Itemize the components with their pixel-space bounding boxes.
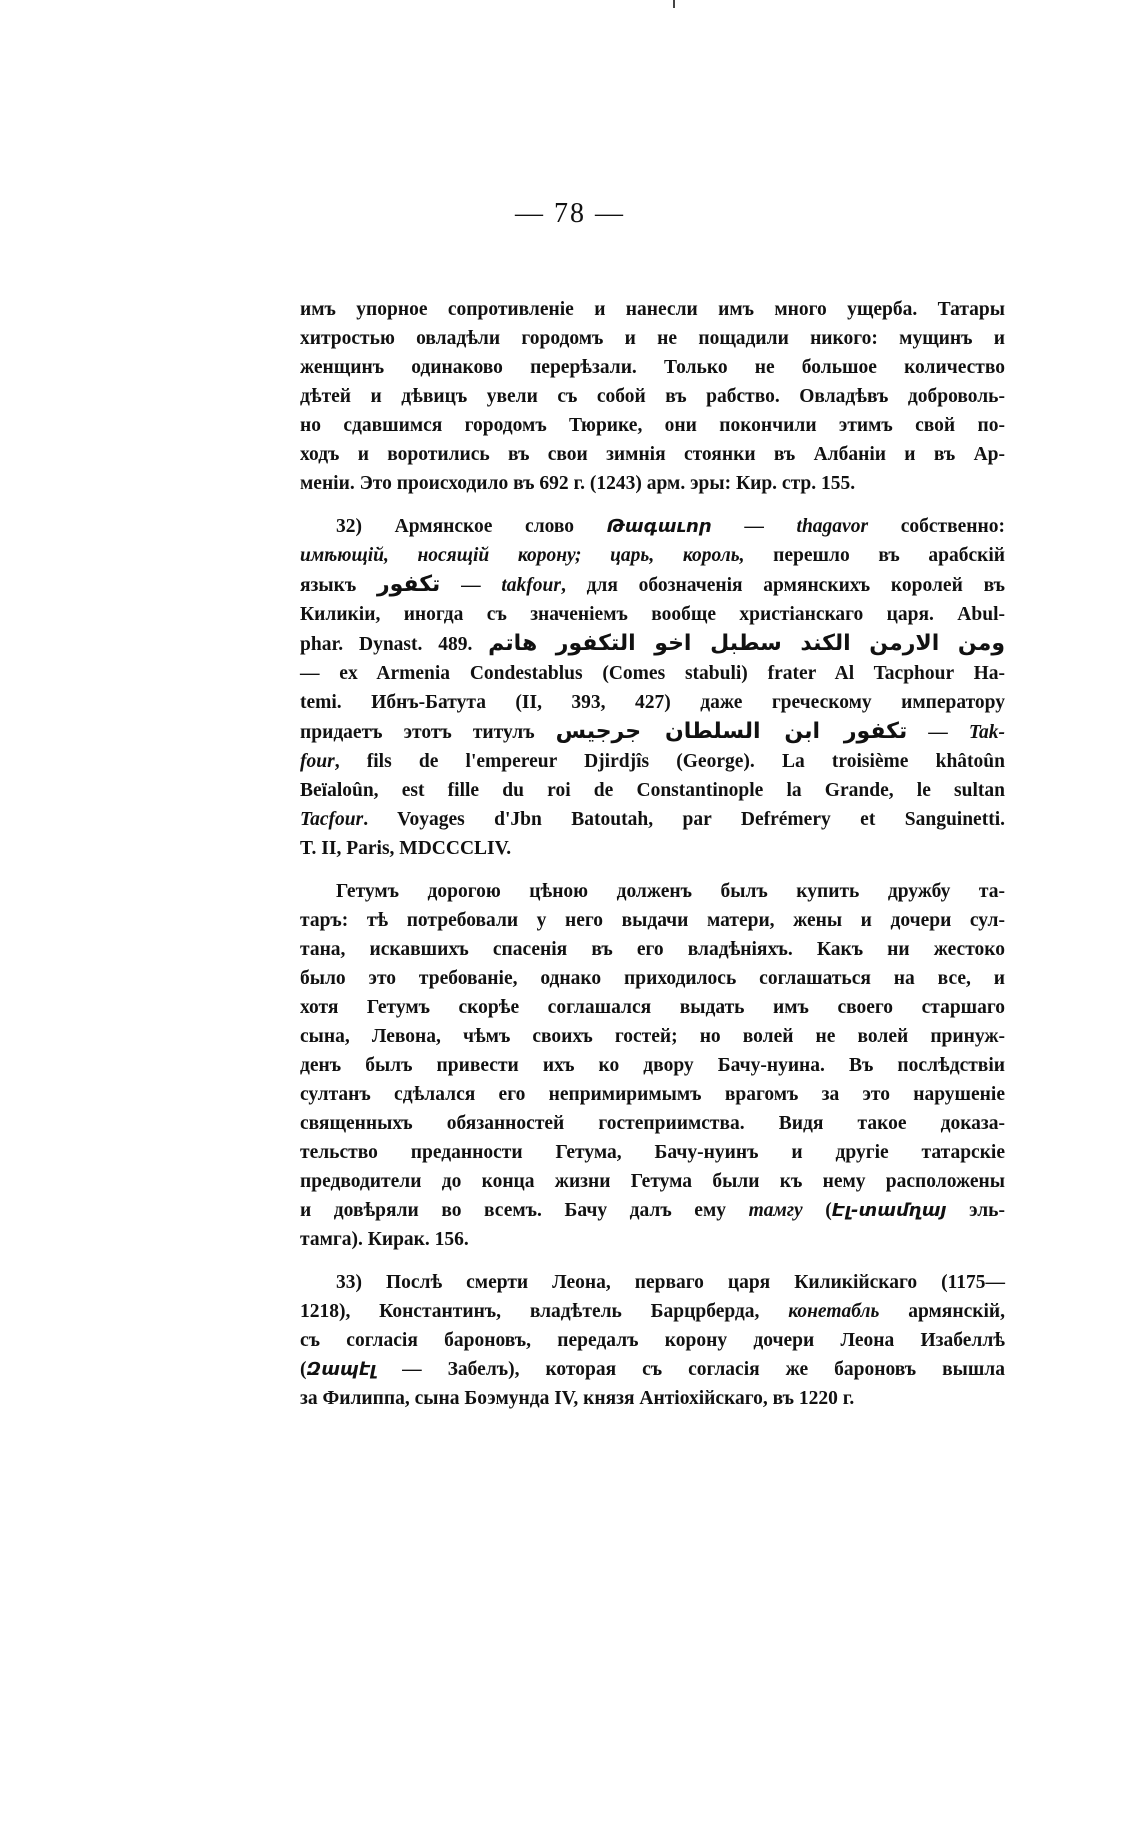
text-line: султанъ сдѣлался его непримиримымъ врагомъ за это нарушеніе	[300, 1084, 1005, 1105]
text-fragment: , для обозначенія армянскихъ королей въ	[560, 575, 1005, 596]
text-line	[300, 541, 1005, 570]
text-line: хотя Гетумъ скорѣе соглашался выдать имъ своего старшаго	[300, 997, 1005, 1018]
text-fragment: эль-	[946, 1200, 1005, 1221]
text-fragment: . Voyages d'Jbn Batoutah, par Defrémery et Sanguinetti.	[363, 809, 1005, 830]
text-line	[300, 629, 1005, 659]
text-fragment: , fils de l'empereur Djirdjîs (George). La troisième khâtoûn	[334, 751, 1005, 772]
armenian-word: Զապէլ	[306, 1359, 377, 1380]
text-column	[300, 295, 1005, 1427]
transliteration: Tacfour	[300, 809, 364, 830]
text-line: Beïaloûn, est fille du roi de Constantinople la Grande, le sultan	[300, 780, 1005, 801]
text-line	[300, 1196, 1005, 1225]
italic-word: конетабль	[788, 1301, 880, 1322]
text-fragment: придаетъ этотъ титулъ	[300, 722, 556, 743]
text-line: temi. Ибнъ-Батута (II, 393, 427) даже греческому императору	[300, 692, 1005, 713]
text-line: предводители до конца жизни Гетума были къ нему расположены	[300, 1171, 1005, 1192]
text-fragment: —	[907, 722, 969, 743]
paragraph-continuation	[300, 295, 1005, 498]
text-fragment: 32) Армянское слово	[336, 516, 607, 537]
text-line: таръ: тѣ потребовали у него выдачи матери, жены и дочери сул-	[300, 910, 1005, 931]
text-line	[300, 1355, 1005, 1384]
text-fragment: 1218), Константинъ, владѣтель Барцрберда,	[300, 1301, 789, 1322]
text-line	[300, 747, 1005, 776]
text-fragment: phar. Dynast. 489.	[300, 634, 489, 655]
text-line: тамга). Кирак. 156.	[300, 1229, 469, 1250]
transliteration: four	[300, 751, 335, 772]
text-line: Гетумъ дорогою цѣною долженъ былъ купить дружбу та-	[336, 881, 1005, 902]
text-line: денъ былъ привести ихъ ко двору Бачу-нуина. Въ послѣдствіи	[300, 1055, 1005, 1076]
text-line	[300, 1297, 1005, 1326]
page-number: — 78 —	[515, 198, 625, 229]
footnote-33	[300, 1268, 1005, 1413]
paragraph-hetum	[300, 877, 1005, 1254]
text-line: женщинъ одинаково перерѣзали. Только не большое количество	[300, 357, 1005, 378]
arabic-phrase: تكفور ابن السلطان جرجيس	[555, 719, 908, 744]
text-line: съ согласія бароновъ, передалъ корону дочери Леона Изабеллѣ	[300, 1330, 1005, 1351]
arabic-phrase: ومن الارمن الكند سطبل اخو التكفور هاتم	[488, 631, 1005, 656]
text-fragment: и довѣряли во всемъ. Бачу далъ ему	[300, 1200, 749, 1221]
margin-mark	[673, 0, 675, 8]
text-fragment: перешло въ арабскій	[744, 545, 1005, 566]
text-line: было это требованіе, однако приходилось соглашаться на все, и	[300, 968, 1005, 989]
text-line: тельство преданности Гетума, Бачу-нуинъ и другіе татарскіе	[300, 1142, 1005, 1163]
text-fragment: — Забелъ), которая съ согласія же бароновъ вышла	[376, 1359, 1005, 1380]
definition: имѣющій, носящій корону; царь, король,	[300, 545, 745, 566]
text-line	[300, 717, 1005, 747]
text-line: за Филиппа, сына Боэмунда IV, князя Антіохійскаго, въ 1220 г.	[300, 1388, 855, 1409]
armenian-word: Էլ-տամղայ	[831, 1200, 947, 1221]
text-line	[300, 570, 1005, 600]
transliteration: Tak-	[968, 722, 1005, 743]
text-fragment: армянскій,	[879, 1301, 1005, 1322]
text-line: — ex Armenia Condestablus (Comes stabuli) frater Al Tacphour Ha-	[300, 663, 1005, 684]
text-line: имъ упорное сопротивленіе и нанесли имъ много ущерба. Татары	[300, 299, 1005, 320]
text-line: меніи. Это происходило въ 692 г. (1243) арм. эры: Кир. стр. 155.	[300, 473, 856, 494]
italic-word: тамгу	[748, 1200, 803, 1221]
text-line: ходъ и воротились въ свои зимнія стоянки въ Албаніи и въ Ар-	[300, 444, 1005, 465]
footnote-32	[300, 512, 1005, 863]
text-fragment: (	[300, 1359, 307, 1380]
text-line	[300, 512, 1005, 541]
text-line: T. II, Paris, MDCCCLIV.	[300, 838, 512, 859]
text-fragment: языкъ	[300, 575, 377, 596]
text-line: 33) Послѣ смерти Леона, перваго царя Киликійскаго (1175—	[336, 1272, 1005, 1293]
text-line: дѣтей и дѣвицъ увели съ собой въ рабство. Овладѣвъ доброволь-	[300, 386, 1005, 407]
text-fragment: —	[440, 575, 502, 596]
text-line	[300, 805, 1005, 834]
text-fragment: (	[802, 1200, 832, 1221]
arabic-word: تكفور	[376, 572, 441, 597]
text-fragment: собственно:	[868, 516, 1005, 537]
text-line: Киликіи, иногда съ значеніемъ вообще христіанскаго царя. Abul-	[300, 604, 1005, 625]
transliteration: takfour	[501, 575, 561, 596]
text-line: священныхъ обязанностей гостеприимства. Видя такое доказа-	[300, 1113, 1005, 1134]
transliteration: thagavor	[796, 516, 869, 537]
text-fragment: —	[711, 516, 797, 537]
text-line: сына, Левона, чѣмъ своихъ гостей; но волей не волей принуж-	[300, 1026, 1005, 1047]
armenian-word: Թագաւոր	[606, 516, 712, 537]
text-line: но сдавшимся городомъ Тюрике, они покончили этимъ свой по-	[300, 415, 1005, 436]
text-line: тана, искавшихъ спасенія въ его владѣніяхъ. Какъ ни жестоко	[300, 939, 1005, 960]
text-line: хитростью овладѣли городомъ и не пощадили никого: мущинъ и	[300, 328, 1005, 349]
